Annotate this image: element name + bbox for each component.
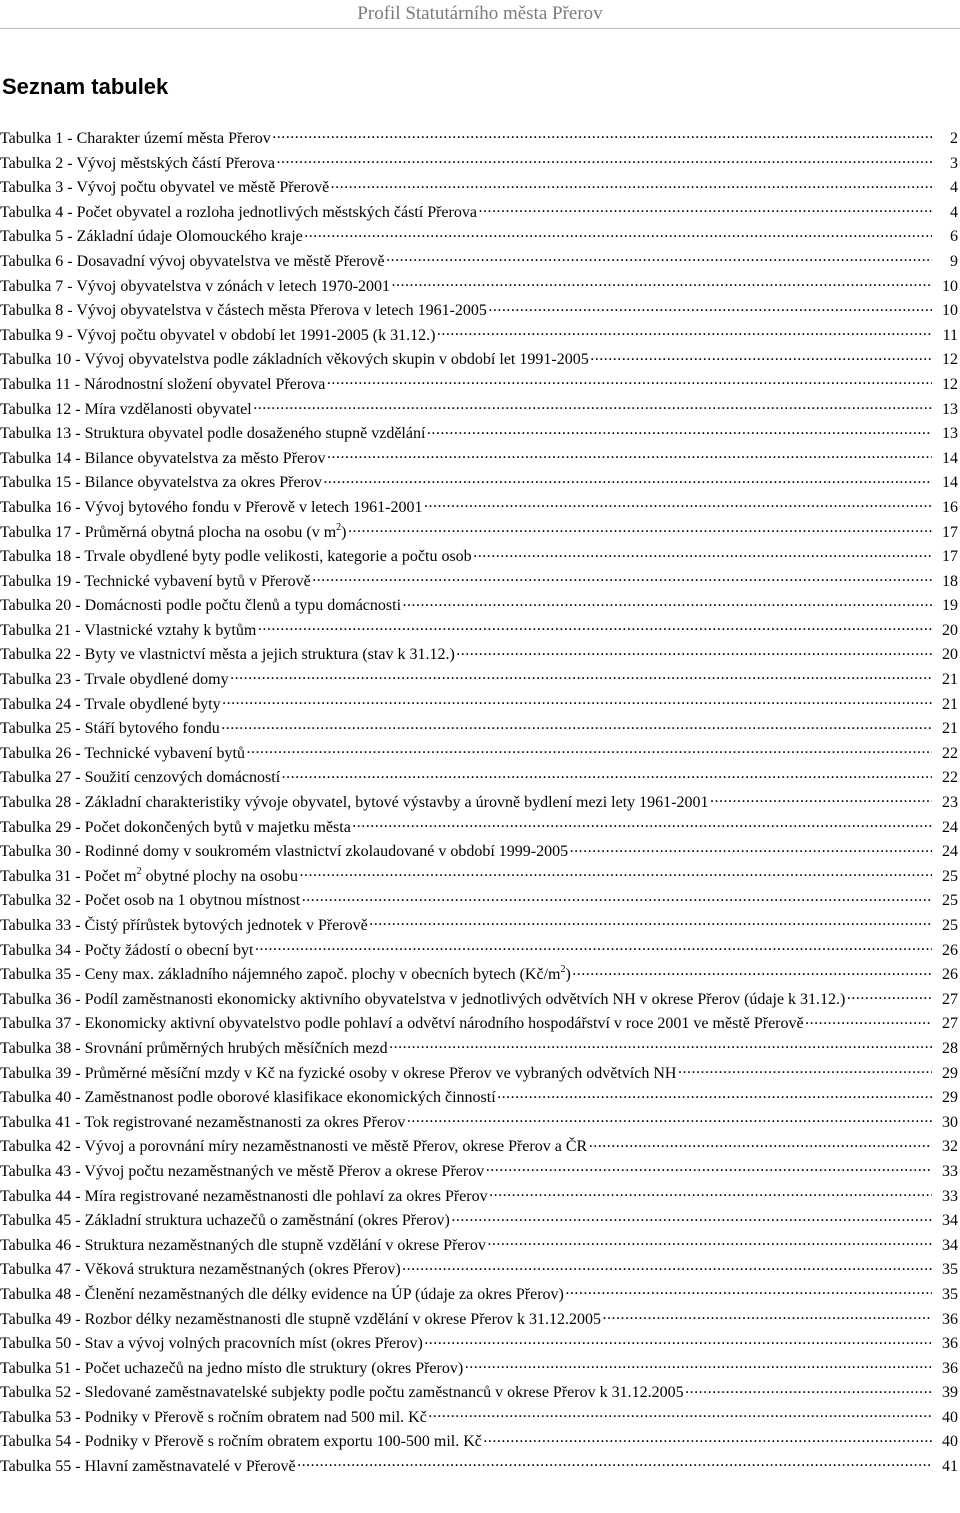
toc-entry-title: Tabulka 52 - Sledované zaměstnavatelské subjekty podle počtu zaměstnanců v okrese Přerov k 31.12.2005 <box>0 1384 684 1402</box>
toc-entry-label <box>0 278 391 295</box>
toc-entry-title: Tabulka 25 - Stáří bytového fondu <box>0 720 220 738</box>
toc-entry-title: Tabulka 18 - Trvale obydlené byty podle velikosti, kategorie a počtu osob <box>0 548 472 566</box>
toc-entry-page-number: 25 <box>932 865 958 890</box>
toc-entry-title: Tabulka 29 - Počet dokončených bytů v majetku města <box>0 818 351 836</box>
toc-entry-title-suffix: ) <box>341 523 347 541</box>
toc-entry-page-number: 34 <box>932 1209 958 1234</box>
toc-entry-title: Tabulka 30 - Rodinné domy v soukromém vlastnictví zkolaudované v období 1999-2005 <box>0 843 569 861</box>
toc-entry-superscript: 2 <box>560 964 566 976</box>
toc-entry[interactable] <box>0 250 958 275</box>
toc-entry-label <box>0 155 276 172</box>
toc-entry-title: Tabulka 40 - Zaměstnanost podle oborové klasifikace ekonomických činností <box>0 1089 496 1107</box>
toc-entry[interactable] <box>0 447 958 472</box>
page-header <box>0 0 960 29</box>
toc-entry[interactable] <box>0 643 958 668</box>
toc-entry-label <box>0 1261 402 1278</box>
toc-entry-label <box>0 1237 487 1254</box>
toc-entry-page-number: 6 <box>932 225 958 250</box>
toc-entry[interactable] <box>0 1012 958 1037</box>
toc-entry-title-suffix: obytné plochy na osobu <box>141 867 299 885</box>
toc-entry-page-number: 26 <box>932 939 958 964</box>
toc-entry[interactable] <box>0 570 958 595</box>
toc-entry-title: Tabulka 15 - Bilance obyvatelstva za okres Přerov <box>0 474 322 492</box>
toc-entry-title: Tabulka 42 - Vývoj a porovnání míry nezaměstnanosti ve městě Přerov, okrese Přerov a ČR <box>0 1138 588 1156</box>
toc-entry-title: Tabulka 17 - Průměrná obytná plocha na osobu (v m <box>0 523 337 541</box>
toc-entry-page-number: 20 <box>932 643 958 668</box>
toc-entry-label <box>0 573 312 590</box>
toc-entry[interactable] <box>0 619 958 644</box>
toc-entry-page-number: 33 <box>932 1185 958 1210</box>
toc-entry-title: Tabulka 46 - Struktura nezaměstnaných dle stupně vzdělání v okrese Přerov <box>0 1236 486 1254</box>
toc-entry-title: Tabulka 24 - Trvale obydlené byty <box>0 695 221 713</box>
toc-entry[interactable] <box>0 201 958 226</box>
toc-entry-page-number: 33 <box>932 1160 958 1185</box>
toc-entry-page-number: 12 <box>932 373 958 398</box>
toc-entry-label <box>0 769 281 786</box>
toc-entry-label <box>0 819 352 836</box>
toc-entry-label <box>0 597 402 614</box>
toc-entry-page-number: 36 <box>932 1357 958 1382</box>
toc-entry-title: Tabulka 48 - Členění nezaměstnaných dle délky evidence na ÚP (údaje za okres Přerov) <box>0 1285 564 1303</box>
toc-entry-title: Tabulka 10 - Vývoj obyvatelstva podle základních věkových skupin v období let 1991-2005 <box>0 351 589 369</box>
toc-entry[interactable] <box>0 1430 958 1455</box>
toc-entry-label <box>0 622 257 639</box>
toc-entry-title: Tabulka 44 - Míra registrované nezaměstnanosti dle pohlaví za okres Přerov <box>0 1187 488 1205</box>
toc-entry-title: Tabulka 28 - Základní charakteristiky vývoje obyvatel, bytové výstavby a úrovně bydlení mezi lety 1961-2001 <box>0 794 709 812</box>
toc-entry-page-number: 39 <box>932 1381 958 1406</box>
toc-entry[interactable] <box>0 1185 958 1210</box>
toc-entry[interactable] <box>0 840 958 865</box>
toc-entry-label <box>0 917 369 934</box>
toc-entry-label <box>0 892 301 909</box>
toc-entry[interactable] <box>0 348 958 373</box>
toc-entry-label <box>0 474 323 491</box>
toc-entry-page-number: 36 <box>932 1308 958 1333</box>
toc-entry[interactable] <box>0 1062 958 1087</box>
toc-entry-label <box>0 548 473 565</box>
toc-entry-page-number: 24 <box>932 840 958 865</box>
toc-entry-page-number: 18 <box>932 570 958 595</box>
toc-entry-page-number: 20 <box>932 619 958 644</box>
toc-entry-label <box>0 228 304 245</box>
toc-entry[interactable] <box>0 275 958 300</box>
toc-entry[interactable] <box>0 545 958 570</box>
toc-entry[interactable] <box>0 299 958 324</box>
toc-entry[interactable] <box>0 225 958 250</box>
toc-entry-title: Tabulka 13 - Struktura obyvatel podle dosaženého stupně vzdělání <box>0 425 426 443</box>
toc-entry[interactable] <box>0 816 958 841</box>
toc-entry-title: Tabulka 11 - Národnostní složení obyvatel Přerova <box>0 375 326 393</box>
toc-entry-title: Tabulka 1 - Charakter území města Přerov <box>0 130 271 147</box>
toc-entry-page-number: 25 <box>932 914 958 939</box>
toc-entry[interactable] <box>0 1455 958 1480</box>
toc-entry-title: Tabulka 27 - Soužití cenzových domácností <box>0 769 281 787</box>
section-title: Seznam tabulek <box>2 74 169 99</box>
toc-entry-label <box>0 425 426 442</box>
toc-entry[interactable] <box>0 668 958 693</box>
toc-entry-title: Tabulka 19 - Technické vybavení bytů v Přerově <box>0 572 311 590</box>
toc-entry-page-number: 40 <box>932 1430 958 1455</box>
toc-entry-label <box>0 745 246 762</box>
toc-entry-page-number: 2 <box>932 127 958 152</box>
toc-entry[interactable] <box>0 1111 958 1136</box>
toc-entry-label <box>0 1163 485 1180</box>
toc-entry-title: Tabulka 37 - Ekonomicky aktivní obyvatelstvo podle pohlaví a odvětví národního hospodářství v roce 2001 ve městě Přerově <box>0 1015 804 1033</box>
toc-entry-title: Tabulka 7 - Vývoj obyvatelstva v zónách v letech 1970-2001 <box>0 277 391 295</box>
toc-entry-title: Tabulka 33 - Čistý přírůstek bytových jednotek v Přerově <box>0 917 368 934</box>
toc-entry-title: Tabulka 54 - Podniky v Přerově s ročním obratem exportu 100-500 mil. Kč <box>0 1433 482 1451</box>
toc-entry[interactable] <box>0 398 958 423</box>
toc-entry-title: Tabulka 35 - Ceny max. základního nájemného započ. plochy v obecních bytech (Kč/m <box>0 966 561 984</box>
toc-entry-page-number: 4 <box>932 176 958 201</box>
toc-entry-superscript: 2 <box>136 865 142 877</box>
toc-entry-title: Tabulka 14 - Bilance obyvatelstva za město Přerov <box>0 449 326 467</box>
toc-entry[interactable] <box>0 1308 958 1333</box>
toc-entry-title: Tabulka 51 - Počet uchazečů na jedno místo dle struktury (okres Přerov) <box>0 1359 464 1377</box>
toc-entry-page-number: 13 <box>932 398 958 423</box>
toc-entry-page-number: 19 <box>932 594 958 619</box>
toc-entry-page-number: 12 <box>932 348 958 373</box>
toc-entry-label <box>0 302 488 319</box>
toc-entry-title: Tabulka 45 - Základní struktura uchazečů o zaměstnání (okres Přerov) <box>0 1212 450 1230</box>
toc-entry[interactable] <box>0 1381 958 1406</box>
toc-entry[interactable] <box>0 1283 958 1308</box>
toc-entry-title: Tabulka 47 - Věková struktura nezaměstnaných (okres Přerov) <box>0 1261 401 1279</box>
toc-entry-page-number: 4 <box>932 201 958 226</box>
toc-entry[interactable] <box>0 791 958 816</box>
toc-entry-title: Tabulka 36 - Podíl zaměstnanosti ekonomicky aktivního obyvatelstva v jednotlivých odvětvích NH v okrese Přerov (údaje k 31.12.) <box>0 990 846 1008</box>
toc-entry-title: Tabulka 21 - Vlastnické vztahy k bytům <box>0 621 257 639</box>
toc-entry[interactable] <box>0 521 958 546</box>
toc-entry-title: Tabulka 20 - Domácnosti podle počtu členů a typu domácnosti <box>0 597 402 615</box>
toc-entry-page-number: 22 <box>932 742 958 767</box>
toc-entry-page-number: 41 <box>932 1455 958 1480</box>
toc-entry[interactable] <box>0 1234 958 1259</box>
toc-entry[interactable] <box>0 176 958 201</box>
toc-entry-label <box>0 1040 389 1057</box>
toc-entry[interactable] <box>0 1406 958 1431</box>
toc-entry-title: Tabulka 3 - Vývoj počtu obyvatel ve městě Přerově <box>0 179 330 197</box>
toc-entry-page-number: 36 <box>932 1332 958 1357</box>
toc-entry-title: Tabulka 41 - Tok registrované nezaměstnanosti za okres Přerov <box>0 1113 406 1131</box>
toc-entry[interactable] <box>0 127 958 152</box>
toc-entry-label <box>0 1138 588 1155</box>
toc-entry[interactable] <box>0 914 958 939</box>
toc-entry-label <box>0 179 330 196</box>
toc-entry-page-number: 26 <box>932 963 958 988</box>
toc-entry-label <box>0 351 590 368</box>
toc-entry-title: Tabulka 49 - Rozbor délky nezaměstnanosti dle stupně vzdělání v okrese Přerov k 31.12.2005 <box>0 1310 601 1328</box>
toc-entry-label <box>0 1335 424 1352</box>
toc-entry-label <box>0 1212 451 1229</box>
toc-entry-label <box>0 253 386 270</box>
toc-entry-superscript: 2 <box>336 521 342 533</box>
toc-entry-label <box>0 450 326 467</box>
toc-entry[interactable] <box>0 717 958 742</box>
toc-entry-page-number: 34 <box>932 1234 958 1259</box>
toc-entry-label <box>0 499 424 516</box>
toc-entry-page-number: 10 <box>932 299 958 324</box>
toc-entry-label <box>0 942 255 959</box>
toc-entry-title: Tabulka 31 - Počet m <box>0 867 137 885</box>
toc-entry[interactable] <box>0 373 958 398</box>
toc-entry[interactable] <box>0 963 958 988</box>
toc-entry[interactable] <box>0 1135 958 1160</box>
toc-entry-label <box>0 1360 464 1377</box>
toc-entry-label <box>0 991 846 1008</box>
toc-entry-page-number: 25 <box>932 889 958 914</box>
toc-entry-page-number: 40 <box>932 1406 958 1431</box>
toc-entry-page-number: 22 <box>932 766 958 791</box>
toc-entry-title: Tabulka 55 - Hlavní zaměstnavatelé v Přerově <box>0 1458 296 1476</box>
toc-entry-title: Tabulka 23 - Trvale obydlené domy <box>0 671 229 689</box>
toc-entry-label <box>0 1065 677 1082</box>
toc-entry-title: Tabulka 8 - Vývoj obyvatelstva v částech města Přerova v letech 1961-2005 <box>0 302 487 320</box>
toc-entry[interactable] <box>0 1209 958 1234</box>
toc-entry-label <box>0 1311 602 1328</box>
toc-entry-label <box>0 401 253 418</box>
toc-entry-label <box>0 130 272 147</box>
toc-entry[interactable] <box>0 889 958 914</box>
toc-entry-label <box>0 696 222 713</box>
toc-entry-page-number: 29 <box>932 1086 958 1111</box>
document-running-title: Profil Statutárního města Přerov <box>357 3 603 24</box>
toc-entry-title: Tabulka 39 - Průměrné měsíční mzdy v Kč na fyzické osoby v okrese Přerov ve vybraných odvětvích NH <box>0 1064 677 1082</box>
toc-entry-label <box>0 521 347 541</box>
toc-entry-page-number: 29 <box>932 1062 958 1087</box>
toc-entry-label <box>0 1409 428 1426</box>
toc-entry-page-number: 17 <box>932 545 958 570</box>
toc-entry-label <box>0 671 230 688</box>
toc-entry-title: Tabulka 34 - Počty žádostí o obecní byt <box>0 941 254 959</box>
toc-entry-page-number: 14 <box>932 447 958 472</box>
toc-entry[interactable] <box>0 1086 958 1111</box>
toc-entry-label <box>0 1433 483 1450</box>
toc-entry[interactable] <box>0 1037 958 1062</box>
toc-entry-title: Tabulka 38 - Srovnání průměrných hrubých měsíčních mezd <box>0 1039 388 1057</box>
toc-entry-page-number: 13 <box>932 422 958 447</box>
toc-entry-title: Tabulka 43 - Vývoj počtu nezaměstnaných ve městě Přerov a okrese Přerov <box>0 1162 485 1180</box>
toc-entry-page-number: 17 <box>932 521 958 546</box>
toc-entry-label <box>0 966 572 983</box>
toc-entry-title: Tabulka 9 - Vývoj počtu obyvatel v období let 1991-2005 (k 31.12.) <box>0 326 436 344</box>
toc-entry[interactable] <box>0 152 958 177</box>
toc-entry-title: Tabulka 22 - Byty ve vlastnictví města a jejich struktura (stav k 31.12.) <box>0 646 455 664</box>
toc-entry[interactable] <box>0 1258 958 1283</box>
toc-entry-page-number: 16 <box>932 496 958 521</box>
toc-entry-page-number: 3 <box>932 152 958 177</box>
toc-entry-label <box>0 1384 685 1401</box>
toc-entry-title: Tabulka 12 - Míra vzdělanosti obyvatel <box>0 400 252 418</box>
toc-entry-title: Tabulka 5 - Základní údaje Olomouckého kraje <box>0 228 303 246</box>
toc-entry[interactable] <box>0 471 958 496</box>
toc-entry-label <box>0 1114 406 1131</box>
toc-entry[interactable] <box>0 324 958 349</box>
toc-entry-page-number: 21 <box>932 717 958 742</box>
toc-entry[interactable] <box>0 766 958 791</box>
toc-entry-label <box>0 1286 565 1303</box>
toc-entry-label <box>0 1089 497 1106</box>
toc-entry-label <box>0 1188 489 1205</box>
toc-entry-page-number: 23 <box>932 791 958 816</box>
toc-entry[interactable] <box>0 693 958 718</box>
toc-entry-title: Tabulka 53 - Podniky v Přerově s ročním obratem nad 500 mil. Kč <box>0 1408 427 1426</box>
toc-entry[interactable] <box>0 496 958 521</box>
toc-entry-page-number: 21 <box>932 693 958 718</box>
toc-entry-label <box>0 327 436 344</box>
toc-entry[interactable] <box>0 1160 958 1185</box>
toc-entry-page-number: 14 <box>932 471 958 496</box>
toc-entry-label <box>0 1015 805 1032</box>
toc-entry[interactable] <box>0 1332 958 1357</box>
toc-entry-page-number: 11 <box>932 324 958 349</box>
toc-entry-label <box>0 720 221 737</box>
toc-entry[interactable] <box>0 988 958 1013</box>
toc-entry-title: Tabulka 2 - Vývoj městských částí Přerova <box>0 154 275 172</box>
toc-entry-page-number: 35 <box>932 1258 958 1283</box>
toc-entry-label <box>0 865 299 885</box>
toc-entry-label <box>0 204 478 221</box>
toc-entry-page-number: 28 <box>932 1037 958 1062</box>
toc-entry-page-number: 27 <box>932 988 958 1013</box>
toc-entry-page-number: 24 <box>932 816 958 841</box>
toc-entry-title-suffix: ) <box>565 966 571 984</box>
toc-entry-title: Tabulka 32 - Počet osob na 1 obytnou místnost <box>0 892 301 910</box>
toc-entry-page-number: 35 <box>932 1283 958 1308</box>
toc-entry-page-number: 10 <box>932 275 958 300</box>
table-of-contents-list <box>0 127 958 1480</box>
toc-entry[interactable] <box>0 594 958 619</box>
toc-entry[interactable] <box>0 939 958 964</box>
toc-entry-label <box>0 376 326 393</box>
toc-entry-page-number: 30 <box>932 1111 958 1136</box>
toc-entry-page-number: 21 <box>932 668 958 693</box>
toc-entry[interactable] <box>0 865 958 890</box>
toc-entry-label <box>0 843 569 860</box>
toc-entry-title: Tabulka 16 - Vývoj bytového fondu v Přerově v letech 1961-2001 <box>0 498 423 516</box>
toc-entry-title: Tabulka 4 - Počet obyvatel a rozloha jednotlivých městských částí Přerova <box>0 203 477 221</box>
toc-entry-title: Tabulka 50 - Stav a vývoj volných pracovních míst (okres Přerov) <box>0 1335 423 1353</box>
toc-entry[interactable] <box>0 1357 958 1382</box>
toc-entry-page-number: 9 <box>932 250 958 275</box>
toc-entry-page-number: 27 <box>932 1012 958 1037</box>
toc-entry[interactable] <box>0 422 958 447</box>
toc-entry-title: Tabulka 6 - Dosavadní vývoj obyvatelstva ve městě Přerově <box>0 252 385 270</box>
toc-entry[interactable] <box>0 742 958 767</box>
toc-entry-label <box>0 794 709 811</box>
toc-entry-label <box>0 1458 297 1475</box>
toc-entry-page-number: 32 <box>932 1135 958 1160</box>
toc-entry-label <box>0 646 456 663</box>
toc-entry-title: Tabulka 26 - Technické vybavení bytů <box>0 744 245 762</box>
